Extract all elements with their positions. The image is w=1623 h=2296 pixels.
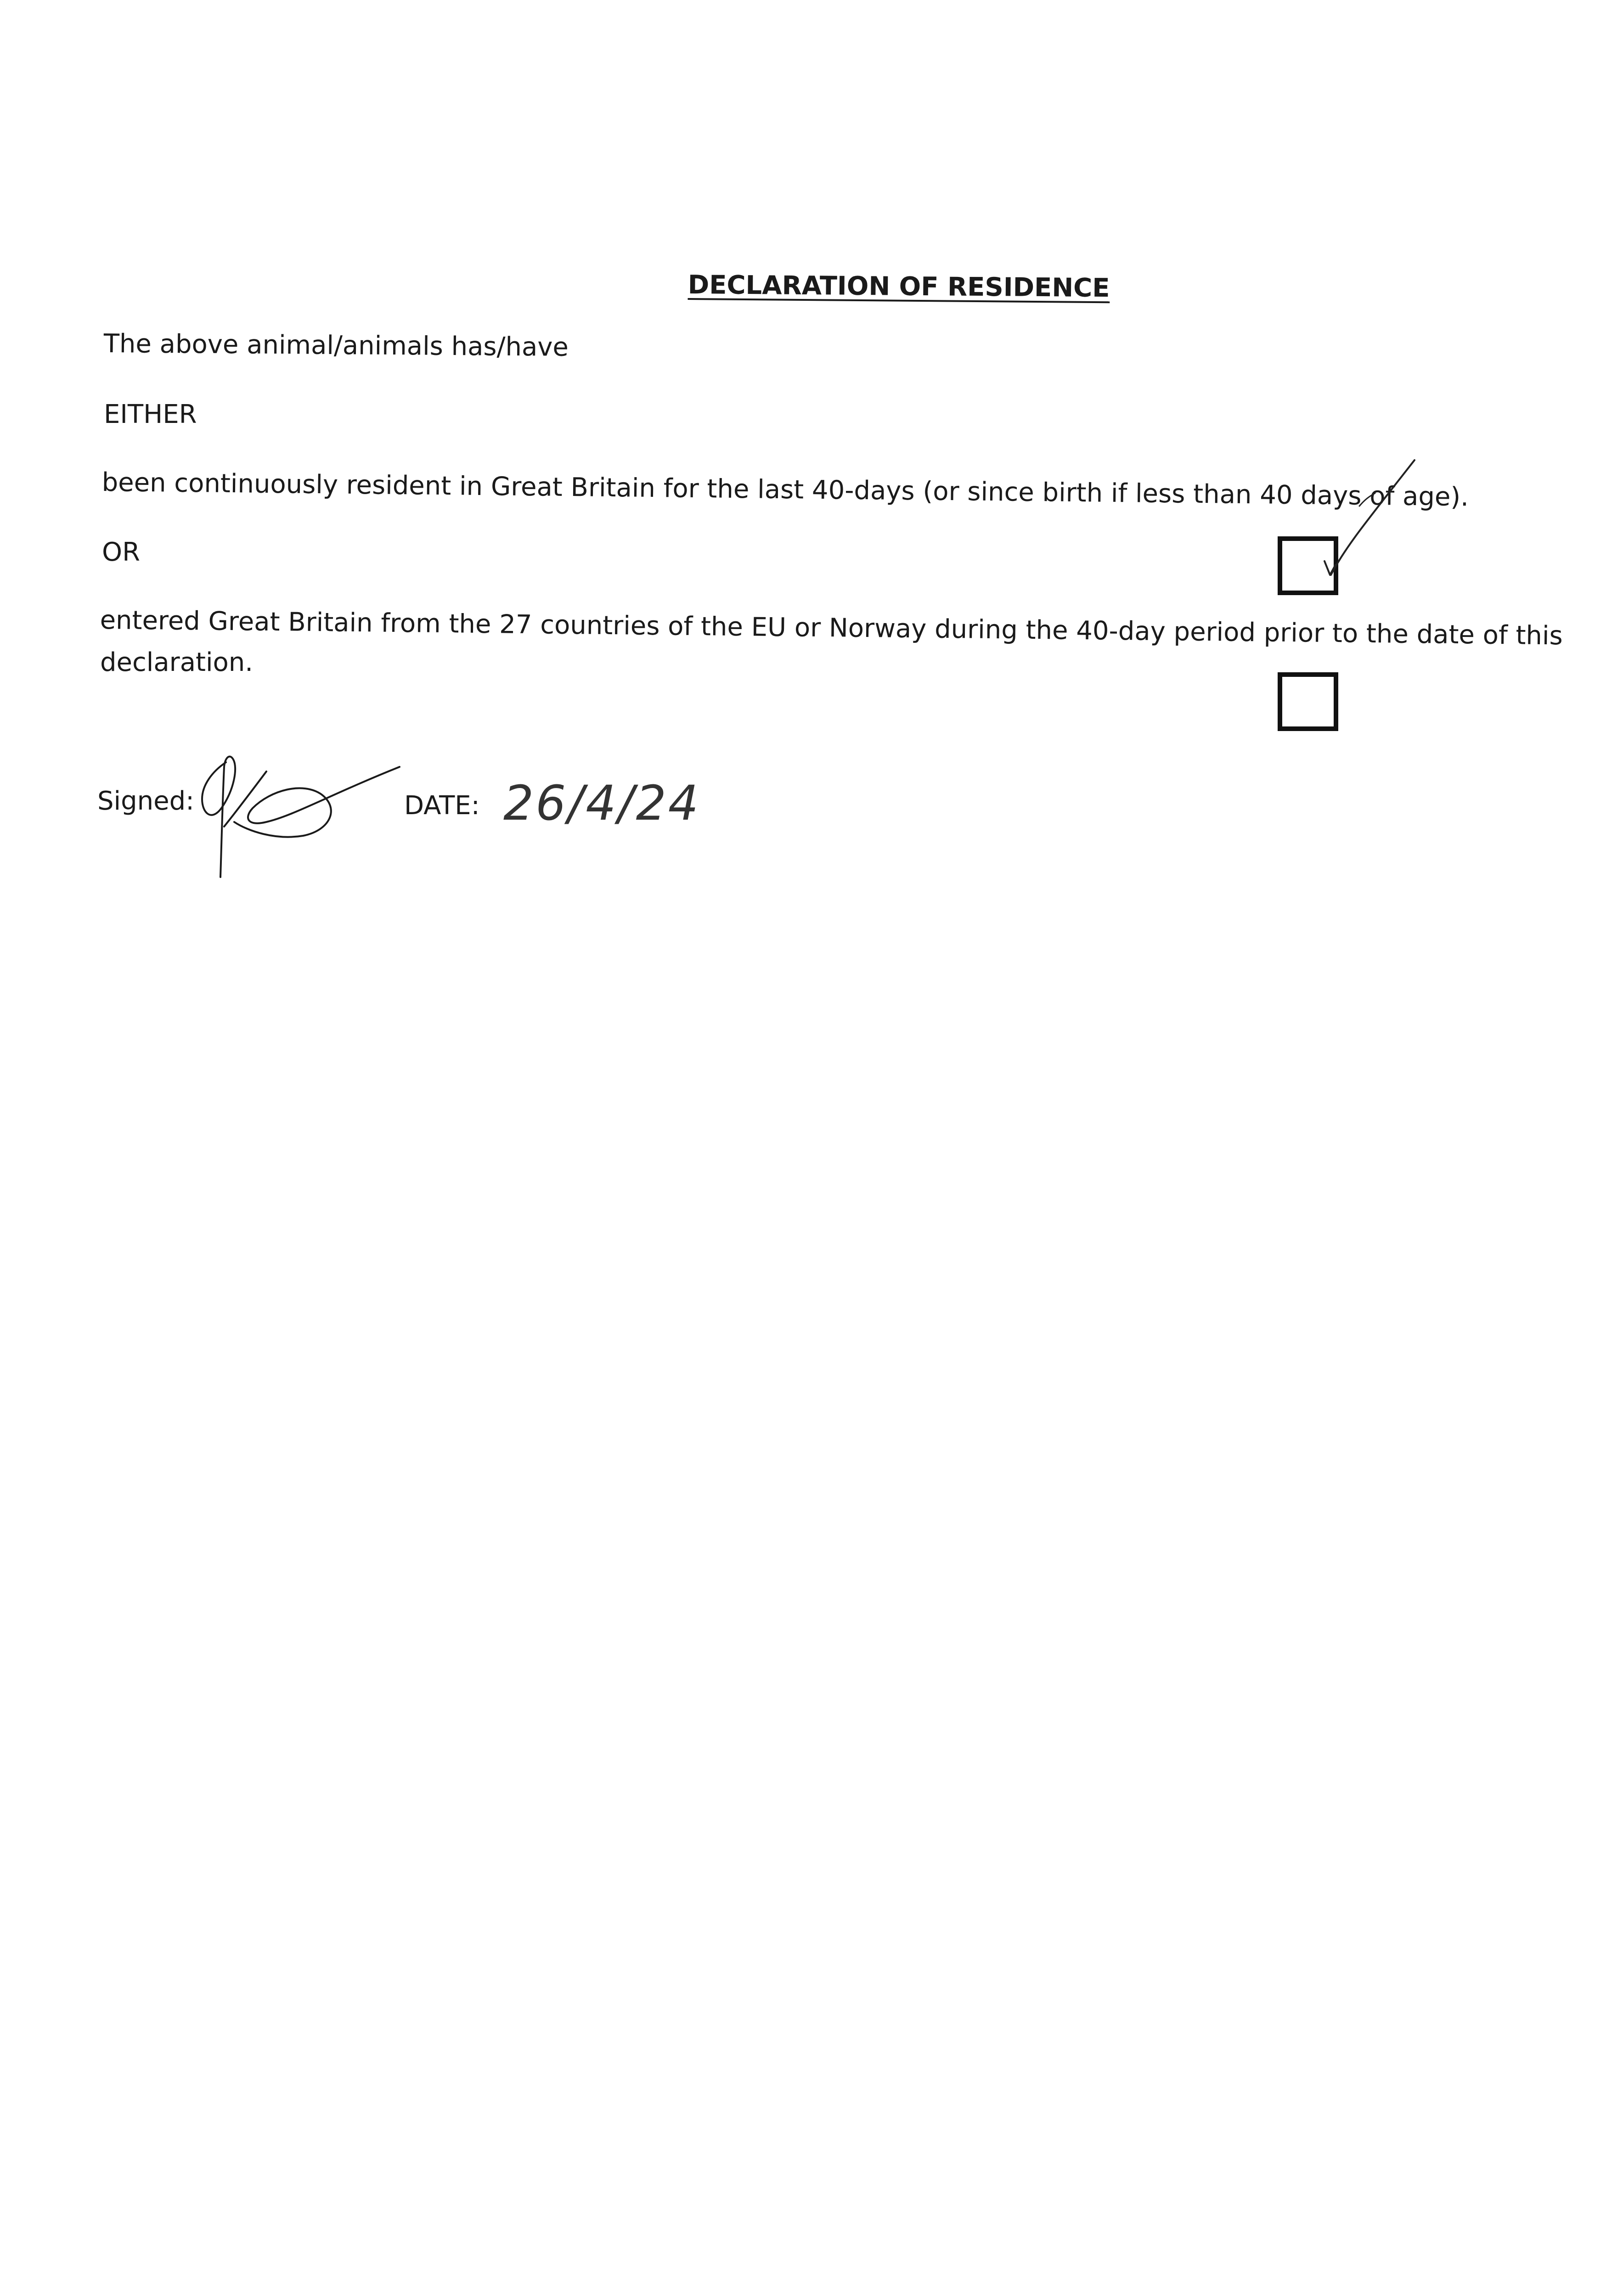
option2-text-line1: entered Great Britain from the 27 countries of the EU or Norway during the 40-day period prior to the date of this xyxy=(100,605,1563,651)
or-label: OR xyxy=(102,537,140,567)
checkmark-icon xyxy=(1277,455,1433,606)
intro-text: The above animal/animals has/have xyxy=(103,329,569,362)
option2-text-line2: declaration. xyxy=(100,647,254,677)
date-label: DATE: xyxy=(404,791,480,821)
date-value: 26/4/24 xyxy=(503,775,700,831)
signed-label: Signed: xyxy=(97,786,195,816)
option1-text: been continuously resident in Great Britain for the last 40-days (or since birth if less than 40 days of age). xyxy=(101,467,1469,512)
signature-image xyxy=(184,739,413,886)
option2-checkbox[interactable] xyxy=(1278,672,1338,731)
either-label: EITHER xyxy=(104,400,197,429)
page-title: DECLARATION OF RESIDENCE xyxy=(688,270,1110,304)
